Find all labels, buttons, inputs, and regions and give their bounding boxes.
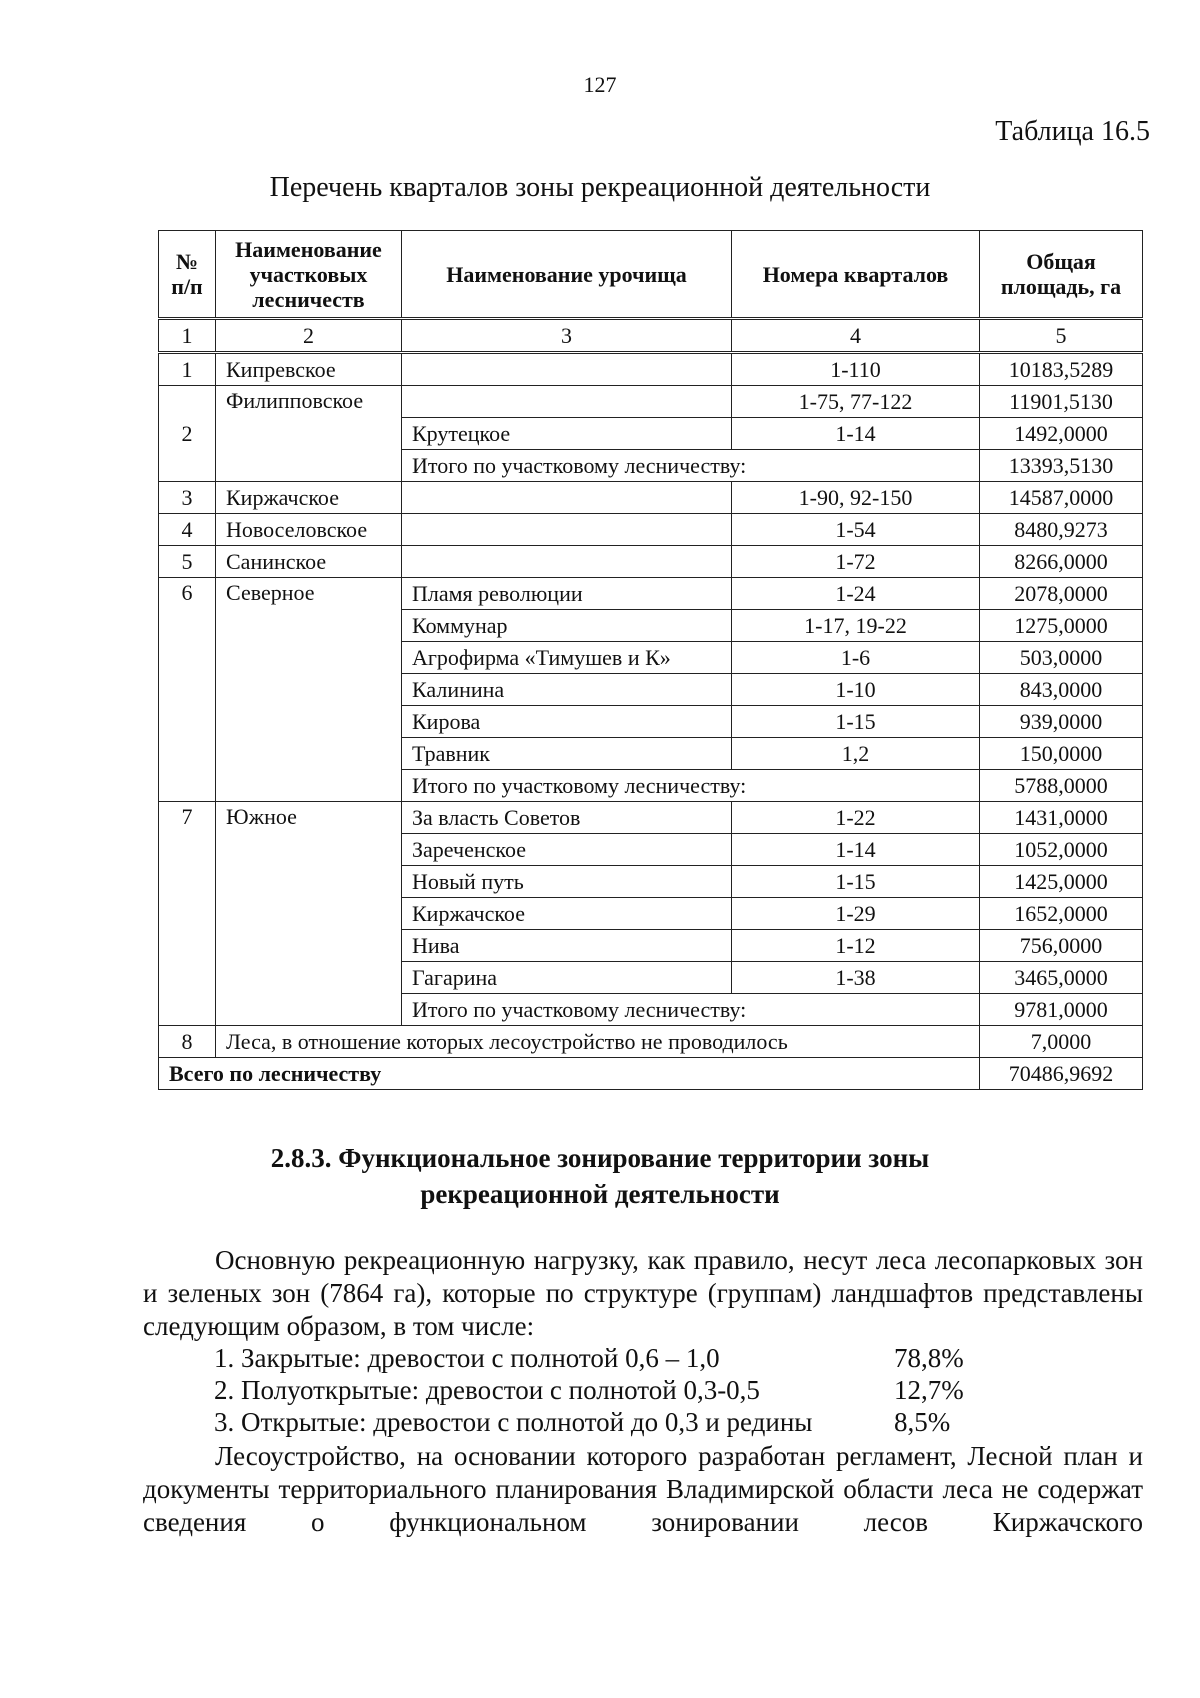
header-quarters: Номера кварталов [732,231,980,319]
subtotal-area: 13393,5130 [980,450,1143,482]
row-number: 8 [159,1026,216,1058]
section-heading-line: рекреационной деятельности [420,1179,780,1209]
list-item [214,1406,964,1438]
list-item-value: 12,7% [894,1375,964,1405]
quarters: 1-14 [732,418,980,450]
row-number: 2 [159,386,216,482]
tract-name: Зареченское [402,834,732,866]
area: 939,0000 [980,706,1143,738]
area: 8266,0000 [980,546,1143,578]
column-number: 3 [402,319,732,353]
quarters: 1-14 [732,834,980,866]
tract-name [402,482,732,514]
unmanaged-forests-label: Леса, в отношение которых лесоустройство не проводилось [216,1026,980,1058]
list-item-value: 78,8% [894,1343,964,1373]
grand-total-area: 70486,9692 [980,1058,1143,1090]
table-row [159,482,1143,514]
column-number: 1 [159,319,216,353]
header-area: Общая площадь, га [980,231,1143,319]
grand-total-label: Всего по лесничеству [159,1058,980,1090]
tract-name [402,546,732,578]
subtotal-area: 5788,0000 [980,770,1143,802]
quarters: 1-90, 92-150 [732,482,980,514]
quarters: 1-75, 77-122 [732,386,980,418]
area: 3465,0000 [980,962,1143,994]
table-row [159,802,1143,834]
table-row [159,353,1143,386]
area: 503,0000 [980,642,1143,674]
area: 11901,5130 [980,386,1143,418]
quarters: 1-54 [732,514,980,546]
row-number: 7 [159,802,216,1026]
section-heading-line: 2.8.3. Функциональное зонирование территории зоны [270,1143,930,1173]
quarters: 1-6 [732,642,980,674]
quarters: 1-38 [732,962,980,994]
table-title: Перечень кварталов зоны рекреационной деятельности [269,172,931,203]
tract-name: Новый путь [402,866,732,898]
area: 1652,0000 [980,898,1143,930]
area: 756,0000 [980,930,1143,962]
row-number: 5 [159,546,216,578]
paragraph: Основную рекреационную нагрузку, как правило, несут леса лесопарковых зон и зеленых зон (7864 га), которые по структуре (группам) ландшафтов представлены следующим образом, в том числе: [143,1245,1143,1341]
forestry-name: Санинское [216,546,402,578]
tract-name: Киржачское [402,898,732,930]
list-item-text: 3. Открытые: древостои с полнотой до 0,3 и редины [214,1407,813,1437]
tract-name: Крутецкое [402,418,732,450]
area: 1425,0000 [980,866,1143,898]
header-forestry: Наименование участковых лесничеств [216,231,402,319]
table-row [159,1026,1143,1058]
list-item-value: 8,5% [894,1407,951,1437]
quarters: 1-10 [732,674,980,706]
tract-name [402,353,732,386]
subtotal-label: Итого по участковому лесничеству: [402,770,980,802]
page-number: 127 [583,72,617,97]
tract-name: Нива [402,930,732,962]
forestry-name: Новоселовское [216,514,402,546]
forestry-name: Киржачское [216,482,402,514]
table-header-row [159,231,1143,319]
header-tract: Наименование урочища [402,231,732,319]
area: 1052,0000 [980,834,1143,866]
subtotal-label: Итого по участковому лесничеству: [402,450,980,482]
table-row [159,578,1143,610]
column-number: 5 [980,319,1143,353]
area: 1431,0000 [980,802,1143,834]
forestry-name: Кипревское [216,353,402,386]
tract-name: Агрофирма «Тимушев и К» [402,642,732,674]
area: 2078,0000 [980,578,1143,610]
subtotal-area: 9781,0000 [980,994,1143,1026]
area: 14587,0000 [980,482,1143,514]
list-item [214,1374,964,1406]
quarters: 1-29 [732,898,980,930]
table-label: Таблица 16.5 [995,116,1150,147]
row-number: 6 [159,578,216,802]
table-row [159,514,1143,546]
list-item [214,1342,964,1374]
column-number: 4 [732,319,980,353]
quarters: 1-22 [732,802,980,834]
area: 10183,5289 [980,353,1143,386]
section-heading [0,1140,1200,1212]
quarters: 1-72 [732,546,980,578]
quarters: 1-24 [732,578,980,610]
area: 1275,0000 [980,610,1143,642]
list-item-text: 1. Закрытые: древостои с полнотой 0,6 – 1,0 [214,1343,720,1373]
quarters: 1-110 [732,353,980,386]
subtotal-label: Итого по участковому лесничеству: [402,994,980,1026]
quarters-table [158,230,1143,1090]
row-number: 3 [159,482,216,514]
column-number: 2 [216,319,402,353]
forestry-name: Южное [216,802,402,1026]
table-row [159,546,1143,578]
tract-name: Гагарина [402,962,732,994]
area: 7,0000 [980,1026,1143,1058]
row-number: 1 [159,353,216,386]
table-row [159,386,1143,418]
quarters: 1-15 [732,706,980,738]
list-item-text: 2. Полуоткрытые: древостои с полнотой 0,3-0,5 [214,1375,760,1405]
quarters: 1,2 [732,738,980,770]
row-number: 4 [159,514,216,546]
tract-name: Пламя революции [402,578,732,610]
quarters: 1-12 [732,930,980,962]
forestry-name: Филипповское [216,386,402,482]
area: 150,0000 [980,738,1143,770]
area: 843,0000 [980,674,1143,706]
quarters: 1-17, 19-22 [732,610,980,642]
paragraph: Лесоустройство, на основании которого разработан регламент, Лесной план и документы территориального планирования Владимирской области леса не содержат сведения о функциональном зонировании лесов Киржачского [143,1441,1143,1537]
column-numbers-row [159,319,1143,353]
tract-name: За власть Советов [402,802,732,834]
area: 8480,9273 [980,514,1143,546]
forestry-name: Северное [216,578,402,802]
quarters: 1-15 [732,866,980,898]
tract-name [402,514,732,546]
tract-name: Калинина [402,674,732,706]
grand-total-row [159,1058,1143,1090]
tract-name: Травник [402,738,732,770]
area: 1492,0000 [980,418,1143,450]
tract-name [402,386,732,418]
tract-name: Коммунар [402,610,732,642]
header-number: № п/п [159,231,216,319]
landscape-structure-list [214,1342,964,1438]
tract-name: Кирова [402,706,732,738]
